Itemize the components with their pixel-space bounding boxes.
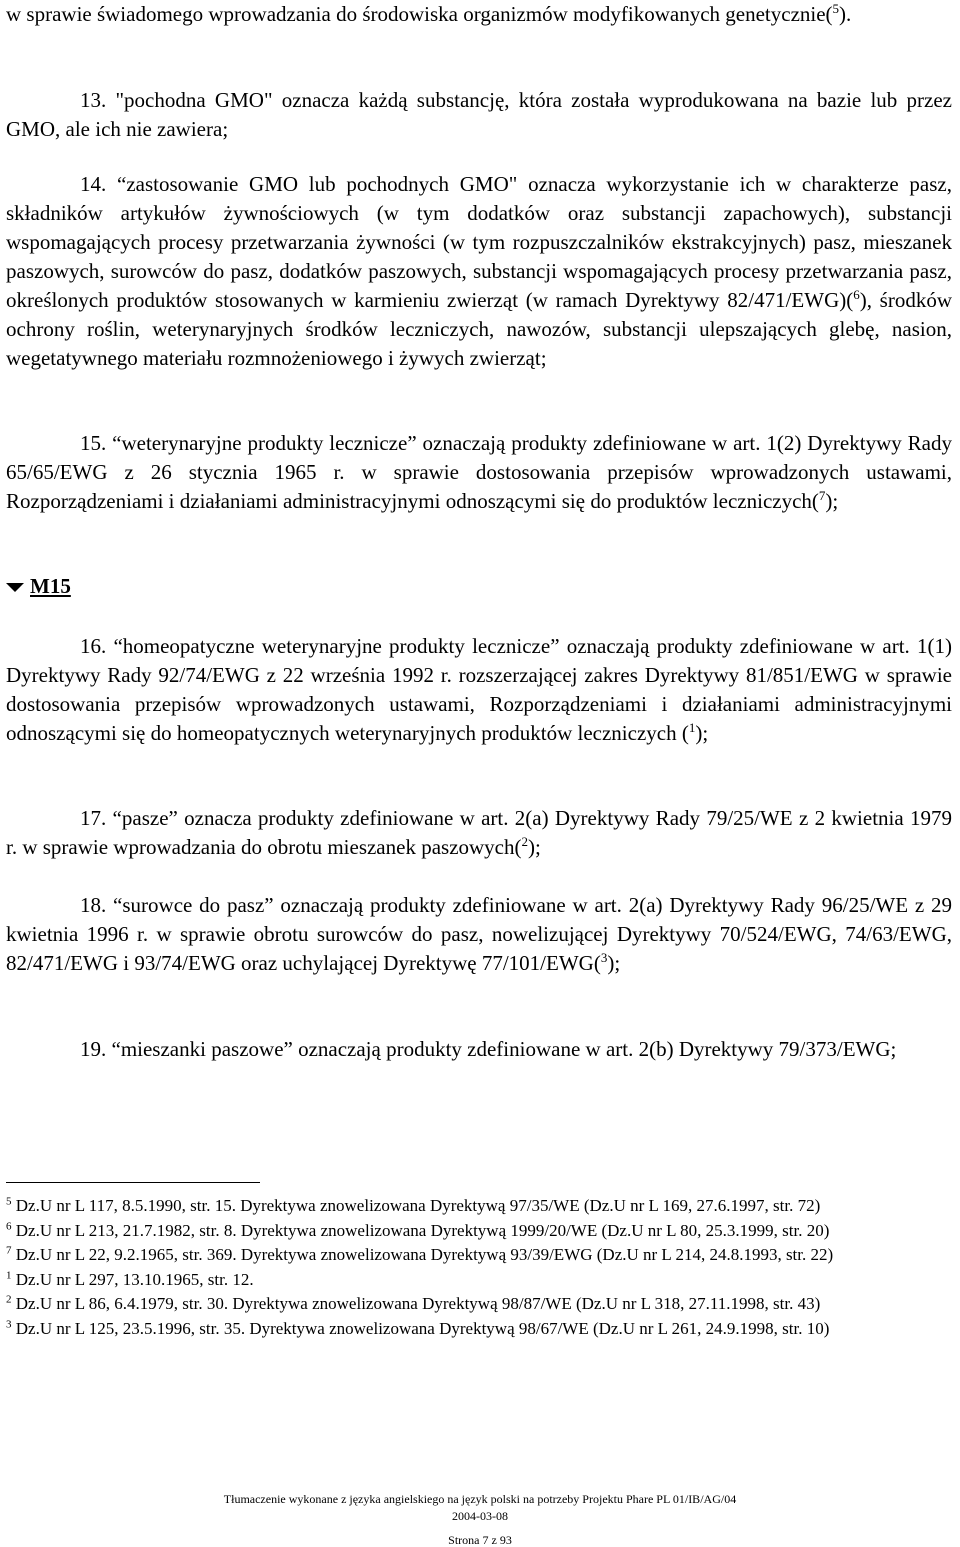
footnote-divider xyxy=(6,1182,260,1183)
paragraph-text: 16. “homeopatyczne weterynaryjne produkty lecznicze” oznaczają produkty zdefiniowane w art. 1(1) Dyrektywy Rady 92/74/EWG z 22 września 1992 r. rozszerzającej zakres Dyrektywy 81/851/EWG w sprawie dostosowania przepisów wprowadzonych ustawami, Rozporządzeniami i działaniami administracyjnymi odnoszącymi się do homeopatycznych weterynaryjnych produktów leczniczych ( xyxy=(6,634,952,745)
footnote-number: 3 xyxy=(6,1318,12,1331)
footnote-number: 5 xyxy=(6,1195,12,1208)
footnote-ref[interactable]: 2 xyxy=(521,834,528,849)
footer-page-number: Strona 7 z 93 xyxy=(448,1533,512,1547)
paragraph-text: ); xyxy=(528,835,541,859)
footnote-ref[interactable]: 1 xyxy=(688,720,696,735)
footnote-ref[interactable]: 3 xyxy=(600,950,608,965)
footnote xyxy=(6,1292,952,1317)
paragraph-text: ); xyxy=(825,489,839,513)
footnote xyxy=(6,1243,952,1268)
amendment-marker[interactable] xyxy=(6,571,71,601)
paragraph-text: 14. “zastosowanie GMO lub pochodnych GMO" oznacza wykorzystanie ich w charakterze pasz, składników artykułów żywnościowych (w tym dodatków oraz substancji zapachowych), substancji wspomagających procesy przetwarzania żywności (w tym rozpuszczalników ekstrakcyjnych) pasz, mieszanek paszowych, surowców do pasz, dodatków paszowych, substancji wspomagających procesy przetwarzania pasz, określonych produktów stosowanych w karmieniu zwierząt (w ramach Dyrektywy 82/471/EWG)( xyxy=(6,172,952,312)
footnote xyxy=(6,1219,952,1244)
paragraph-16 xyxy=(6,632,952,748)
paragraph-17 xyxy=(6,804,952,862)
footnote xyxy=(6,1268,952,1293)
paragraph-15 xyxy=(6,429,952,516)
footnote-number: 6 xyxy=(6,1219,12,1232)
paragraph-13 xyxy=(6,86,952,144)
paragraph-text: w sprawie świadomego wprowadzania do środowiska organizmów modyfikowanych genetycznie( xyxy=(6,2,833,26)
footnote-text: Dz.U nr L 117, 8.5.1990, str. 15. Dyrektywa znowelizowana Dyrektywą 97/35/WE (Dz.U nr L 169, 27.6.1997, str. 72) xyxy=(15,1196,821,1215)
paragraph-text: ); xyxy=(607,951,621,975)
footnote-ref[interactable]: 7 xyxy=(818,488,826,503)
paragraph-text: ), środków ochrony roślin, weterynaryjnych środków leczniczych, nawozów, substancji ulepszających glebę, nasion, wegetatywnego materiału rozmnożeniowego i żywych zwierząt; xyxy=(6,288,953,370)
footnote-text: Dz.U nr L 213, 21.7.1982, str. 8. Dyrektywa znowelizowana Dyrektywą 1999/20/WE (Dz.U nr L 80, 25.3.1999, str. 20) xyxy=(15,1220,830,1240)
paragraph-intro xyxy=(6,0,952,29)
paragraph-text: ); xyxy=(695,721,709,745)
footnote-text: Dz.U nr L 22, 9.2.1965, str. 369. Dyrektywa znowelizowana Dyrektywą 93/39/EWG (Dz.U nr L 214, 24.8.1993, str. 22) xyxy=(15,1245,834,1265)
paragraph-text: 19. “mieszanki paszowe” oznaczają produkty zdefiniowane w art. 2(b) Dyrektywy 79/373/EWG; xyxy=(80,1037,897,1061)
amendment-label[interactable]: M15 xyxy=(30,574,71,598)
footer-translation-note: Tłumaczenie wykonane z języka angielskiego na język polski na potrzeby Projektu Phare PL 01/IB/AG/04 xyxy=(223,1492,737,1506)
paragraph-text: 15. “weterynaryjne produkty lecznicze” oznaczają produkty zdefiniowane w art. 1(2) Dyrektywy Rady 65/65/EWG z 26 stycznia 1965 r. w sprawie dostosowania przepisów wprowadzonych ustawami, Rozporządzeniami i działaniami administracyjnymi odnoszącymi się do produktów leczniczych( xyxy=(6,431,952,513)
footnote-number: 2 xyxy=(6,1293,12,1306)
footnote-number: 7 xyxy=(6,1244,12,1257)
paragraph-19 xyxy=(6,1035,952,1064)
footer-date: 2004-03-08 xyxy=(452,1509,508,1523)
paragraph-14 xyxy=(6,170,952,373)
paragraph-text: 17. “pasze” oznacza produkty zdefiniowane w art. 2(a) Dyrektywy Rady 79/25/WE z 2 kwietnia 1979 r. w sprawie wprowadzania do obrotu mieszanek paszowych( xyxy=(6,806,952,859)
footnote-text: Dz.U nr L 86, 6.4.1979, str. 30. Dyrektywa znowelizowana Dyrektywą 98/87/WE (Dz.U nr L 318, 27.11.1998, str. 43) xyxy=(15,1294,821,1314)
paragraph-text: 13. "pochodna GMO" oznacza każdą substancję, która została wyprodukowana na bazie lub przez GMO, ale ich nie zawiera; xyxy=(6,88,952,141)
footnote-ref[interactable]: 6 xyxy=(853,287,860,302)
paragraph-18 xyxy=(6,891,952,978)
footnote-ref[interactable]: 5 xyxy=(832,1,840,16)
footnotes xyxy=(6,1194,952,1342)
footnote xyxy=(6,1317,952,1342)
footnote-text: Dz.U nr L 125, 23.5.1996, str. 35. Dyrektywa znowelizowana Dyrektywą 98/67/WE (Dz.U nr L 261, 24.9.1998, str. 10) xyxy=(15,1318,830,1338)
footnote xyxy=(6,1194,952,1219)
footnote-text: Dz.U nr L 297, 13.10.1965, str. 12. xyxy=(15,1269,254,1289)
paragraph-text: ). xyxy=(839,2,852,26)
footnote-number: 1 xyxy=(6,1269,12,1282)
paragraph-text: 18. “surowce do pasz” oznaczają produkty zdefiniowane w art. 2(a) Dyrektywy Rady 96/25/WE z 29 kwietnia 1996 r. w sprawie obrotu surowców do pasz, nowelizującej Dyrektywy 70/524/EWG, 74/63/EWG, 82/471/EWG i 93/74/EWG oraz uchylającej Dyrektywę 77/101/EWG( xyxy=(6,893,952,975)
triangle-down-icon xyxy=(6,583,24,592)
